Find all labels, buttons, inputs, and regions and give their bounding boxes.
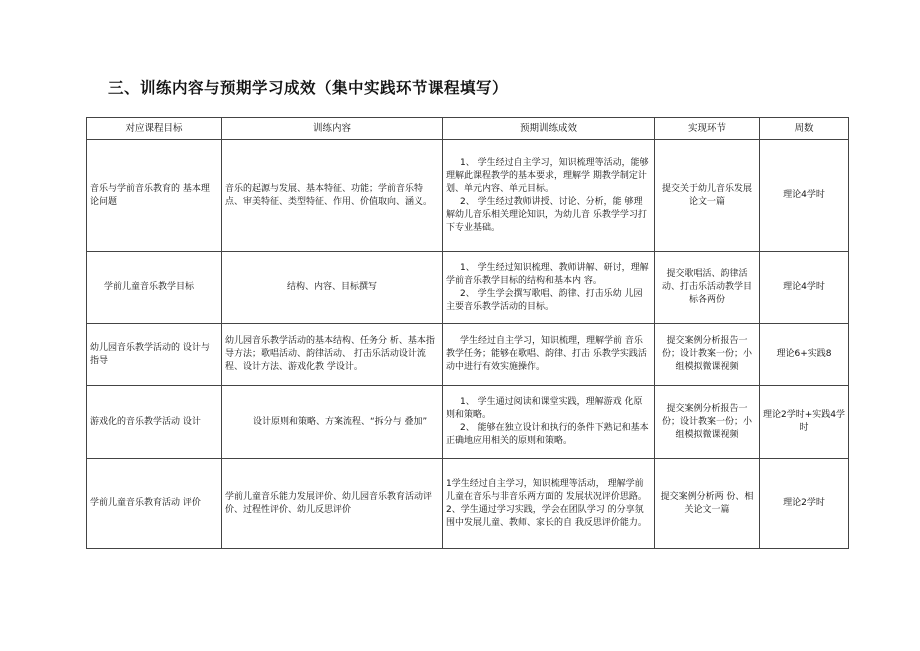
expected-outcome-cell xyxy=(443,140,655,252)
outcome-item: 2、 学生经过教师讲授、讨论、分析，能 够理解幼儿音乐相关理论知识，为幼儿音 乐教学学习打下专业基础。 xyxy=(446,196,647,233)
course-goal-cell: 音乐与学前音乐教育的 基本理论问题 xyxy=(87,140,222,252)
table-row xyxy=(87,386,849,459)
expected-outcome-cell xyxy=(443,459,655,549)
hours-cell: 理论4学时 xyxy=(760,140,849,252)
course-goal-cell xyxy=(87,252,222,324)
header-course-goal: 对应课程目标 xyxy=(87,118,222,140)
outcome-item: 2、 学生学会撰写歌唱、韵律、打击乐幼 儿园主要音乐教学活动的目标。 xyxy=(446,288,643,312)
outcome-item: 1、 学生通过阅读和课堂实践，理解游戏 化原则和策略。 xyxy=(446,397,643,420)
hours-cell: 理论4学时 xyxy=(760,252,849,324)
header-expected-outcome: 预期训练成效 xyxy=(443,118,655,140)
hours-cell: 理论2学时 xyxy=(760,459,849,549)
table-row xyxy=(87,252,849,324)
training-content-cell: 音乐的起源与发展、基本特征、功能；学前音乐特点、审美特征、类型特征、作用、价值取向、涵义。 xyxy=(222,140,443,252)
outcome-item: 2、 能够在独立设计和执行的条件下熟记和基本正确地应用相关的原则和策略。 xyxy=(446,423,649,446)
table-row xyxy=(87,459,849,549)
outcome-item: 1、 学生经过自主学习，知识梳理等活动，能够理解此课程教学的基本要求，理解学 期教学制定计划、单元内容、单元目标。 xyxy=(446,157,649,194)
header-training-content: 训练内容 xyxy=(222,118,443,140)
expected-outcome-cell xyxy=(443,386,655,459)
course-goal-cell: 学前儿童音乐教育活动 评价 xyxy=(87,459,222,549)
course-goal-text: 学前儿童音乐教学目标 xyxy=(104,282,195,292)
training-content-cell xyxy=(222,386,443,459)
training-content-cell: 学前儿童音乐能力发展评价、幼儿园音乐教育活动评价、过程性评价、幼儿反思评价 xyxy=(222,459,443,549)
implementation-cell: 提交案例分析报告一份；设计教案一份；小组模拟微课视频 xyxy=(655,386,760,459)
implementation-cell: 提交歌唱活、韵律活动、打击乐活动教学目标各两份 xyxy=(655,252,760,324)
table-row xyxy=(87,140,849,252)
course-goal-cell: 幼儿园音乐教学活动的 设计与指导 xyxy=(87,324,222,386)
header-hours: 周数 xyxy=(760,118,849,140)
training-content-text: 设计原则和策略、方案流程、“拆分与 叠加” xyxy=(253,416,428,427)
outcome-item: 2、学生通过学习实践，学会在团队学习 的分享氛围中发展儿童、教师、家长的自 我反思评价能力。 xyxy=(446,504,647,528)
training-content-cell: 结构、内容、目标撰写 xyxy=(222,252,443,324)
outcome-item: 学生经过自主学习，知识梳理，理解学前 音乐教学任务；能够在歌唱、韵律、打击 乐教学实践活动中进行有效实施操作。 xyxy=(446,336,647,372)
section-heading: 三、训练内容与预期学习成效（集中实践环节课程填写） xyxy=(108,78,509,97)
hours-cell: 理论2学时+实践4学时 xyxy=(760,386,849,459)
outcome-item: 1学生经过自主学习，知识梳理等活动， 理解学前儿童在音乐与非音乐两方面的 发展状况评价思路。 xyxy=(446,478,647,502)
header-implementation: 实现环节 xyxy=(655,118,760,140)
training-table xyxy=(86,117,849,549)
hours-cell: 理论6+实践8 xyxy=(760,324,849,386)
table-header-row xyxy=(87,118,849,140)
implementation-cell: 提交案例分析两 份、相关论文一篇 xyxy=(655,459,760,549)
course-goal-cell: 游戏化的音乐教学活动 设计 xyxy=(87,386,222,459)
outcome-item: 1、 学生经过知识梳理、教师讲解、研讨，理解学前音乐教学目标的结构和基本内 容。 xyxy=(446,262,649,286)
table-row xyxy=(87,324,849,386)
implementation-cell: 提交案例分析报告一份；设计教案一份；小组模拟微课视频 xyxy=(655,324,760,386)
expected-outcome-cell xyxy=(443,252,655,324)
training-content-cell: 幼儿园音乐教学活动的基本结构、任务分 析、基本指导方法；歌唱活动、韵律活动、 打击乐活动设计流程、设计方法、游戏化教 学设计。 xyxy=(222,324,443,386)
implementation-cell: 提交关于幼儿音乐发展论文一篇 xyxy=(655,140,760,252)
expected-outcome-cell xyxy=(443,324,655,386)
